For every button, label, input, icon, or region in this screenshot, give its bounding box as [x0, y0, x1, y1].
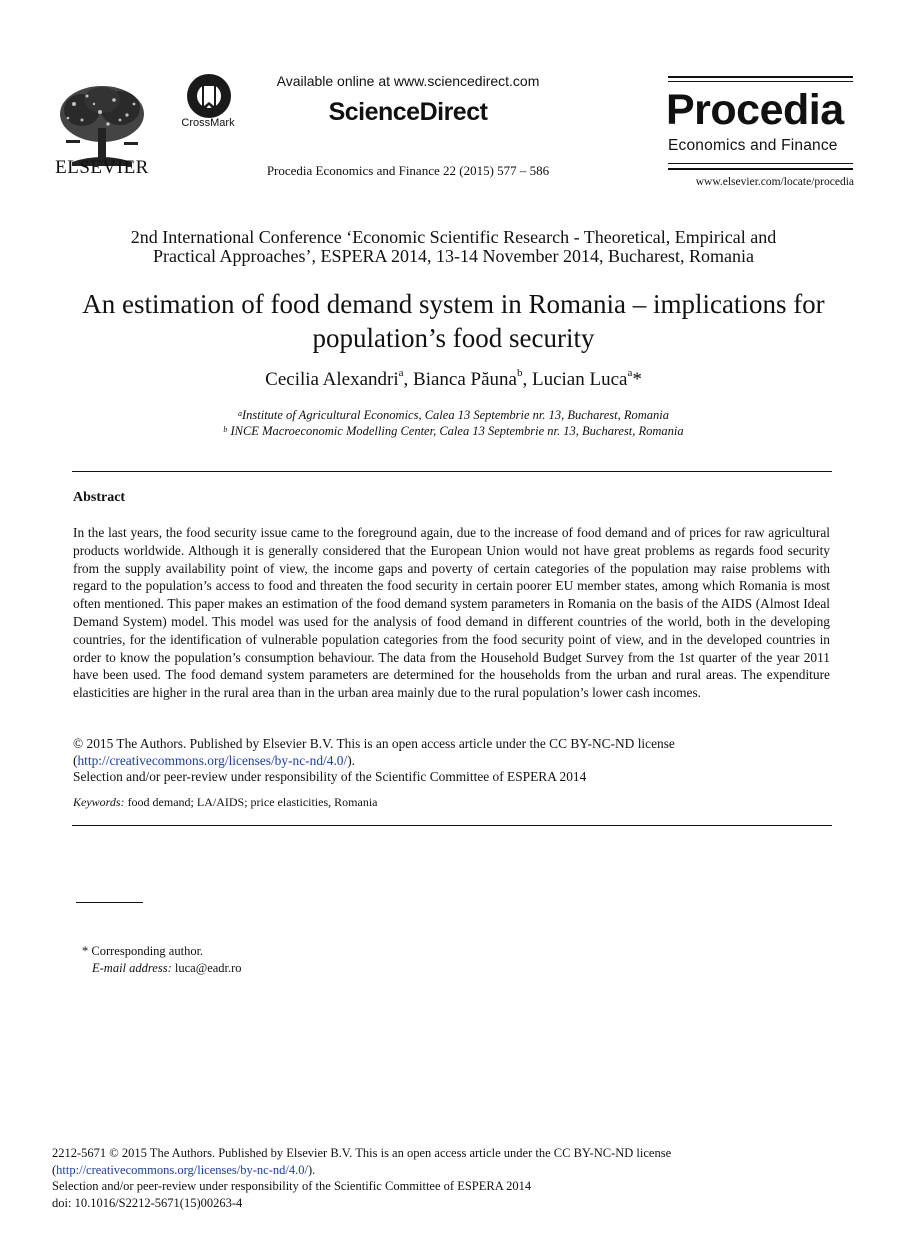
footer-open-paren: ( [52, 1162, 57, 1177]
footer-notice [52, 1145, 852, 1211]
email-address[interactable]: luca@eadr.ro [171, 960, 242, 975]
author-affiliation-mark: b [516, 367, 523, 379]
section-divider [72, 471, 832, 472]
keywords-label: Keywords: [73, 795, 125, 809]
corresponding-author-footnote [82, 943, 242, 976]
footer-close-paren: ). [307, 1162, 316, 1177]
copyright-line: © 2015 The Authors. Published by Elsevier B.V. This is an open access article under the CC BY-NC-ND license [73, 736, 675, 751]
author-separator: , [522, 369, 532, 390]
conference-line-2: Practical Approaches’, ESPERA 2014, 13-14 November 2014, Bucharest, Romania [153, 246, 754, 266]
procedia-url[interactable]: www.elsevier.com/locate/procedia [695, 176, 854, 188]
procedia-top-rule-thin [668, 81, 853, 82]
affiliation-mark: a [237, 409, 242, 418]
copyright-notice [73, 736, 830, 786]
peer-review-line: Selection and/or peer-review under responsibility of the Scientific Committee of ESPERA 2014 [73, 769, 587, 784]
license-line [73, 753, 830, 770]
doi[interactable]: doi: 10.1016/S2212-5671(15)00263-4 [52, 1195, 243, 1210]
footer-license-line [52, 1162, 852, 1179]
paper-title-line-1: An estimation of food demand system in Romania – implications for [82, 289, 825, 319]
procedia-wordmark: Procedia [666, 86, 844, 134]
corresponding-author-text: * Corresponding author. [82, 944, 204, 958]
email-line [82, 960, 242, 977]
journal-reference: Procedia Economics and Finance 22 (2015) 577 – 586 [266, 163, 550, 178]
license-link[interactable]: http://creativecommons.org/licenses/by-nc-nd/4.0/ [77, 752, 348, 768]
footer-issn-line: 2212-5671 © 2015 The Authors. Published by Elsevier B.V. This is an open access article under the CC BY-NC-ND license [52, 1146, 672, 1160]
publisher-name: ELSEVIER [55, 157, 149, 178]
procedia-bottom-rule-thin [668, 163, 853, 164]
keywords [73, 795, 830, 810]
author-affiliation-mark: a [398, 367, 404, 379]
author-name: Bianca Păuna [413, 369, 517, 390]
affiliation-text: INCE Macroeconomic Modelling Center, Calea 13 Septembrie nr. 13, Bucharest, Romania [227, 424, 684, 438]
abstract-body: In the last years, the food security issue came to the foreground again, due to the increase of food demand and of prices for raw agricultural products worldwide. Although it is generally considered that the European Union would not have great problems as regards food security from the supply availability point of view, the income gaps and poverty of certain categories of the population may raise problems with regard to the population’s access to food and threaten the food security in certain poorer EU member states, among which Romania is most often mentioned. This paper makes an estimation of the food demand system parameters in Romania on the basis of the AIDS (Almost Ideal Demand System) model. This model was used for the analysis of food demand in different countries of the world, both in the developing countries, for the identification of vulnerable population categories from the food security point of view, and in the developed countries in order to know the population’s consumption behaviour. The data from the Household Budget Survey from the 1st quarter of the year 2011 have been used. The food demand system parameters are determined for the households from the urban and rural areas. The expenditure elasticities are higher in the rural area than in the urban area mainly due to the rural population’s lower cash incomes. [73, 525, 830, 701]
footnote-rule [76, 902, 143, 903]
conference-line-1: 2nd International Conference ‘Economic Scientific Research - Theoretical, Empirical and [130, 227, 777, 247]
footer-license-link[interactable]: http://creativecommons.org/licenses/by-nc-nd/4.0/ [56, 1162, 308, 1177]
keywords-values: food demand; LA/AIDS; price elasticities, Romania [124, 795, 378, 809]
section-divider [72, 825, 832, 826]
sciencedirect-wordmark[interactable]: ScienceDirect [328, 98, 488, 126]
paper-title-line-2: population’s food security [312, 323, 595, 353]
affiliation-mark: b [223, 425, 228, 434]
author-name: Lucian Luca [531, 369, 628, 390]
corresponding-author-mark: * [632, 369, 642, 390]
procedia-subtitle: Economics and Finance [668, 137, 838, 154]
affiliation-b [100, 423, 807, 439]
license-close-paren: ). [347, 752, 356, 768]
affiliation-text: Institute of Agricultural Economics, Calea 13 Septembrie nr. 13, Bucharest, Romania [241, 408, 670, 422]
author-name: Cecilia Alexandri [265, 369, 399, 390]
author-list [100, 369, 807, 391]
procedia-bottom-rule [668, 168, 853, 170]
paper-title [60, 287, 847, 355]
procedia-top-rule [668, 76, 853, 78]
license-open-paren: ( [73, 752, 78, 768]
footer-peer-review-line: Selection and/or peer-review under responsibility of the Scientific Committee of ESPERA 2014 [52, 1179, 532, 1193]
email-label: E-mail address: [92, 960, 172, 975]
abstract-heading: Abstract [73, 490, 126, 505]
available-online-text: Available online at www.sciencedirect.com [276, 73, 540, 89]
affiliation-list [100, 407, 807, 439]
author-affiliation-mark: a [627, 367, 633, 379]
conference-name [90, 228, 817, 266]
crossmark-label: CrossMark [181, 117, 235, 129]
author-separator: , [403, 369, 414, 390]
affiliation-a [100, 407, 807, 423]
